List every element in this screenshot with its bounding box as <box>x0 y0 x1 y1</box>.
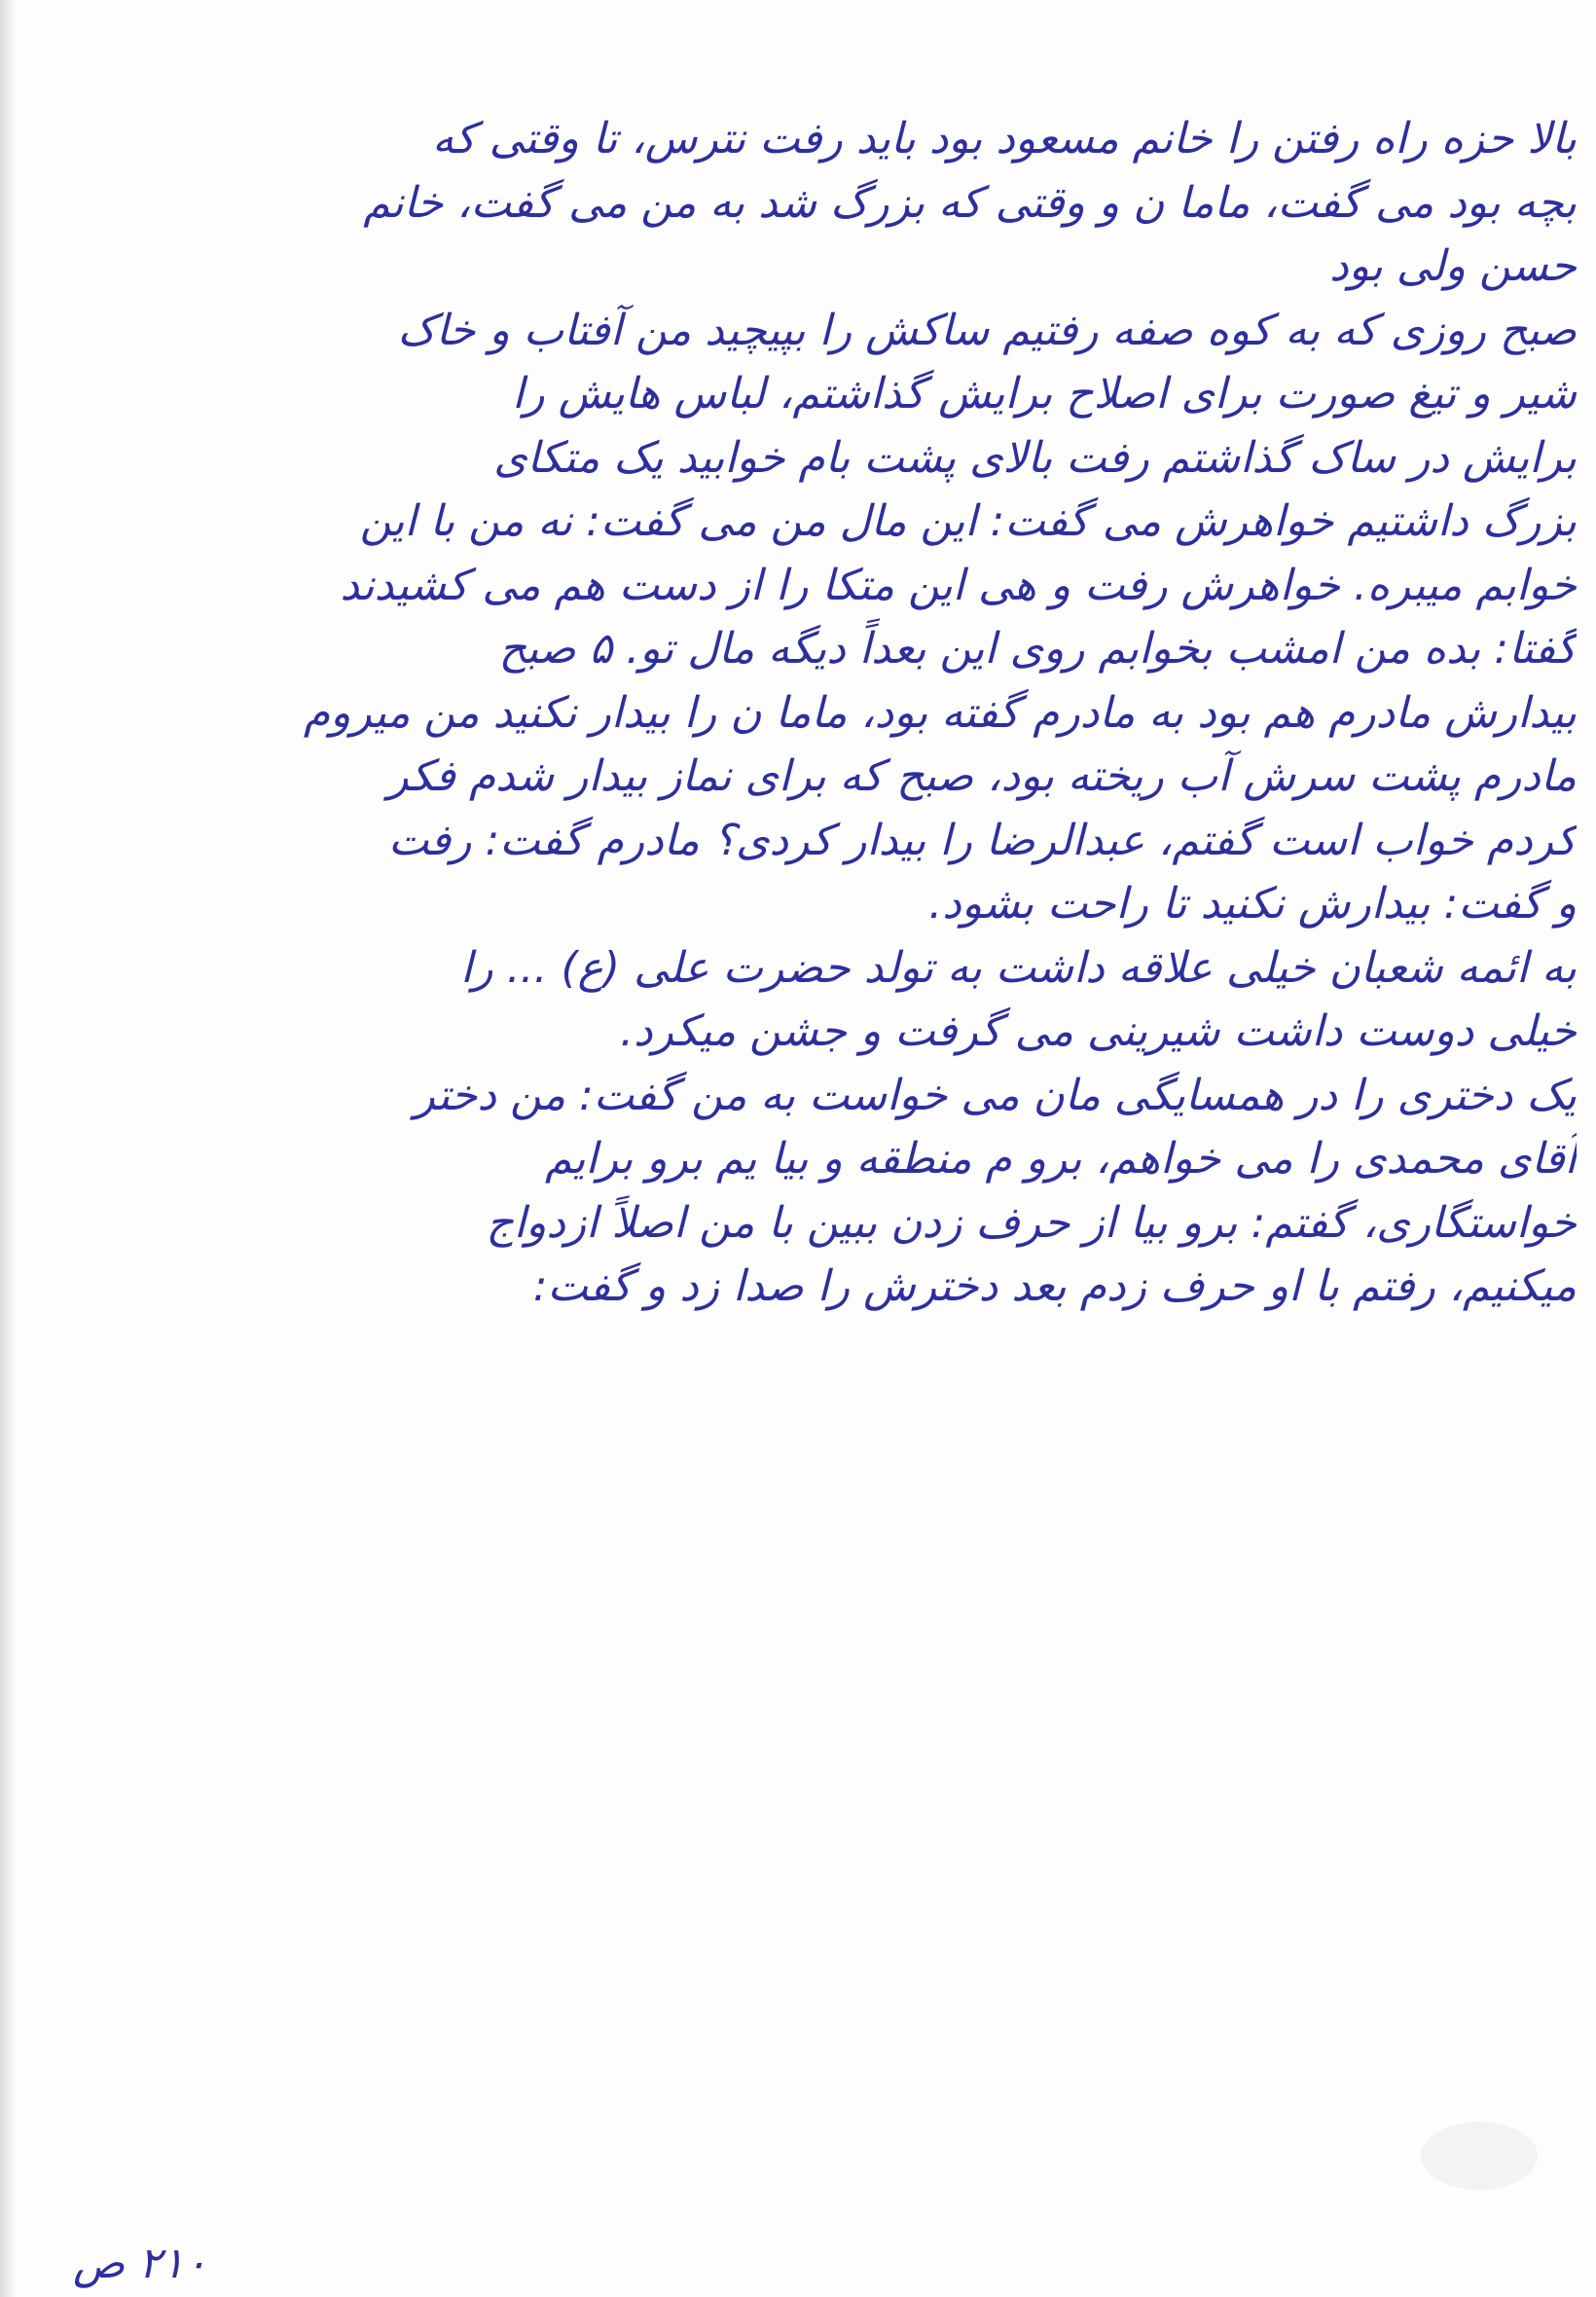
text-line-6: برایش در ساک گذاشتم رفت بالای پشت بام خوابید یک متکای <box>493 432 1577 483</box>
text-line-1: بالا حزه راه رفتن را خانم مسعود بود باید رفت نترس، تا وقتی که <box>432 114 1577 164</box>
handwritten-text-block <box>19 107 1577 1319</box>
text-line-13: و گفت: بیدارش نکنید تا راحت بشود. <box>928 879 1577 929</box>
paper-smudge <box>1421 2122 1538 2190</box>
text-line-10: بیدارش مادرم هم بود به مادرم گفته بود، ماما ن را بیدار نکنید من میروم <box>303 687 1577 738</box>
text-line-14: به ائمه شعبان خیلی علاقه داشت به تولد حضرت علی (ع) ... را <box>460 942 1577 993</box>
text-line-2: بچه بود می گفت، ماما ن و وقتی که بزرگ شد به من می گفت، خانم <box>363 177 1577 228</box>
text-line-3: حسن ولی بود <box>1329 241 1577 291</box>
text-line-7: بزرگ داشتیم خواهرش می گفت: این مال من می گفت: نه من با این <box>359 496 1577 546</box>
text-line-15: خیلی دوست داشت شیرینی می گرفت و جشن میکرد. <box>620 1006 1577 1056</box>
text-line-9: گفتا: بده من امشب بخوابم روی این بعداً دیگه مال تو. ۵ صبح <box>498 624 1577 674</box>
text-line-12: کردم خواب است گفتم، عبدالرضا را بیدار کردی؟ مادرم گفت: رفت <box>387 815 1577 865</box>
text-line-16: یک دختری را در همسایگی مان می خواست به من گفت: من دختر <box>414 1070 1577 1120</box>
text-line-8: خوابم میبره. خواهرش رفت و هی این متکا را از دست هم می کشیدند <box>340 560 1577 610</box>
text-line-18: خواستگاری، گفتم: برو بیا از حرف زدن ببین با من اصلاً ازدواج <box>486 1197 1577 1248</box>
text-line-11: مادرم پشت سرش آب ریخته بود، صبح که برای نماز بیدار شدم فکر <box>387 751 1577 801</box>
text-line-4: صبح روزی که به کوه صفه رفتیم ساکش را بپیچید من آفتاب و خاک <box>397 305 1577 355</box>
text-line-19: میکنیم، رفتم با او حرف زدم بعد دخترش را صدا زد و گفت: <box>532 1261 1577 1311</box>
scan-edge-shadow <box>0 0 18 2297</box>
page-number: ۲۱۰ ص <box>73 2239 208 2288</box>
text-line-17: آقای محمدی را می خواهم، برو م منطقه و بیا یم برو برایم <box>545 1134 1577 1184</box>
text-line-5: شیر و تیغ صورت برای اصلاح برایش گذاشتم، لباس هایش را <box>512 369 1577 419</box>
